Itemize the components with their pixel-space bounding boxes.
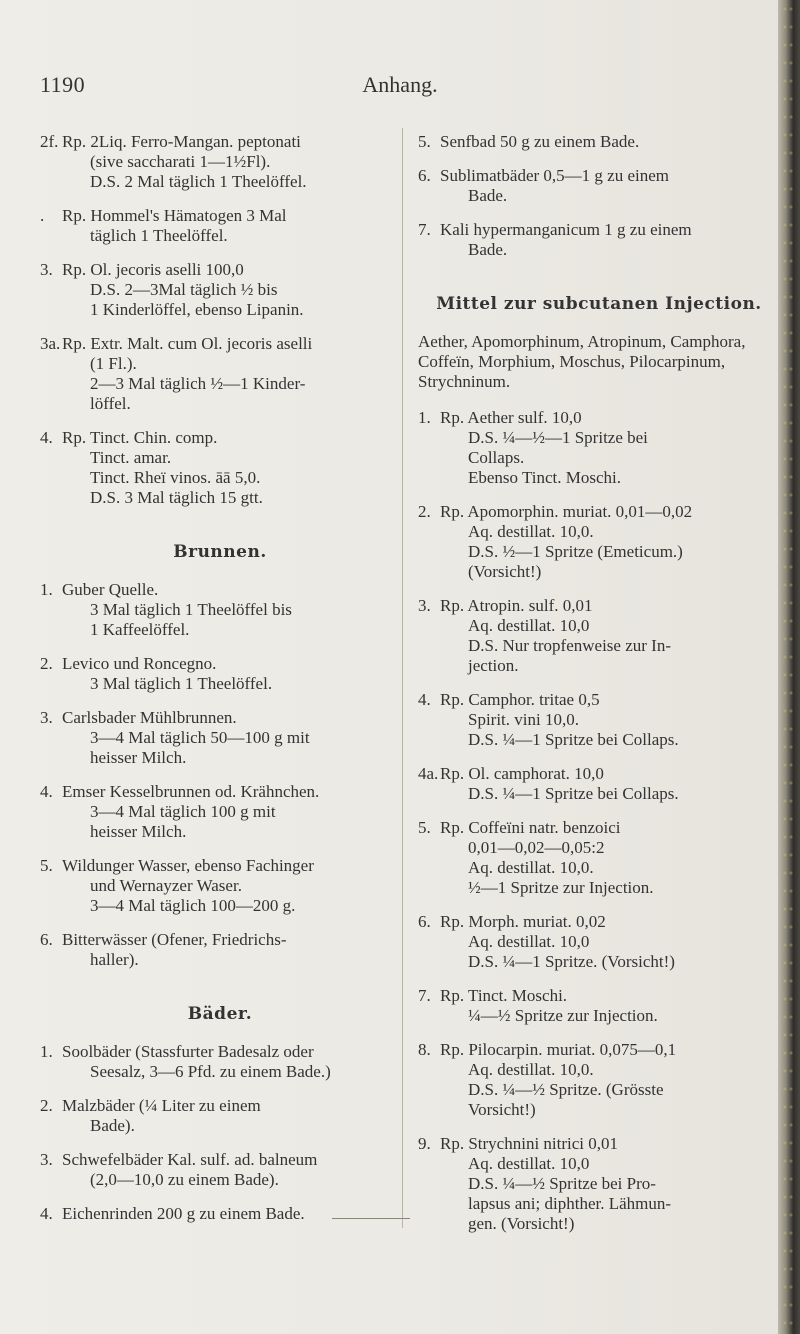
section-heading-brunnen: Brunnen. xyxy=(173,542,267,562)
column-divider xyxy=(402,128,403,1228)
item-line: Rp. Tinct. Chin. comp. xyxy=(62,428,218,447)
list-item xyxy=(40,206,400,246)
bottom-rule xyxy=(332,1218,410,1219)
brunnen-list xyxy=(40,580,400,970)
list-item xyxy=(418,166,780,206)
list-item xyxy=(40,1096,400,1136)
item-line: Rp. 2Liq. Ferro-Mangan. peptonati xyxy=(62,132,301,151)
list-item xyxy=(40,334,400,414)
item-line: Kali hypermanganicum 1 g zu einem xyxy=(440,220,692,239)
item-number: 2. xyxy=(418,502,431,521)
item-line: (sive saccharati 1—1½Fl). xyxy=(90,152,271,171)
list-item xyxy=(418,502,780,582)
list-item xyxy=(418,220,780,260)
item-line: D.S. 2 Mal täglich 1 Theelöffel. xyxy=(90,172,307,191)
item-line: Rp. Coffeïni natr. benzoici xyxy=(440,818,621,837)
item-number: 3. xyxy=(40,708,53,727)
item-line: 1 Kinderlöffel, ebenso Lipanin. xyxy=(90,300,304,319)
item-number: 3. xyxy=(40,1150,53,1169)
list-item xyxy=(40,428,400,508)
list-item xyxy=(40,654,400,694)
item-line: Rp. Hommel's Hämatogen 3 Mal xyxy=(62,206,287,225)
item-line: jection. xyxy=(468,656,519,675)
item-line: D.S. ¼—1 Spritze bei Collaps. xyxy=(468,784,679,803)
item-line: Rp. Ol. camphorat. 10,0 xyxy=(440,764,604,783)
item-line: Bitterwässer (Ofener, Friedrichs- xyxy=(62,930,287,949)
item-line: Aq. destillat. 10,0. xyxy=(468,858,594,877)
injection-list xyxy=(418,408,780,1234)
left-column xyxy=(40,132,400,1238)
item-number: 3. xyxy=(40,260,53,279)
item-line: D.S. ½—1 Spritze (Emeticum.) xyxy=(468,542,683,561)
item-number: 6. xyxy=(418,912,431,931)
item-line: 3—4 Mal täglich 100 g mit xyxy=(90,802,276,821)
item-number: 2. xyxy=(40,654,53,673)
list-item xyxy=(418,986,780,1026)
item-line: (1 Fl.). xyxy=(90,354,137,373)
item-number: 6. xyxy=(418,166,431,185)
item-line: Rp. Apomorphin. muriat. 0,01—0,02 xyxy=(440,502,693,521)
list-item xyxy=(40,708,400,768)
list-item xyxy=(418,764,780,804)
item-line: täglich 1 Theelöffel. xyxy=(90,226,228,245)
item-line: Seesalz, 3—6 Pfd. zu einem Bade.) xyxy=(90,1062,331,1081)
list-item xyxy=(40,1204,400,1224)
item-line: 1 Kaffeelöffel. xyxy=(90,620,190,639)
item-number: 2. xyxy=(40,1096,53,1115)
item-line: Rp. Atropin. sulf. 0,01 xyxy=(440,596,593,615)
item-line: 2—3 Mal täglich ½—1 Kinder- xyxy=(90,374,306,393)
item-line: Rp. Ol. jecoris aselli 100,0 xyxy=(62,260,244,279)
item-number: 7. xyxy=(418,986,431,1005)
right-column xyxy=(418,132,780,1248)
list-item xyxy=(40,260,400,320)
item-line: Emser Kesselbrunnen od. Krähnchen. xyxy=(62,782,320,801)
item-line: und Wernayzer Waser. xyxy=(90,876,242,895)
item-line: Schwefelbäder Kal. sulf. ad. balneum xyxy=(62,1150,318,1169)
item-line: Rp. Morph. muriat. 0,02 xyxy=(440,912,606,931)
item-line: D.S. ¼—1 Spritze. (Vorsicht!) xyxy=(468,952,675,971)
item-line: D.S. 3 Mal täglich 15 gtt. xyxy=(90,488,263,507)
item-line: D.S. ¼—½ Spritze bei Pro- xyxy=(468,1174,656,1193)
page-number: 1190 xyxy=(40,72,86,97)
item-number: 5. xyxy=(40,856,53,875)
item-number: 9. xyxy=(418,1134,431,1153)
item-number: 6. xyxy=(40,930,53,949)
item-line: 3—4 Mal täglich 50—100 g mit xyxy=(90,728,310,747)
item-number: 3. xyxy=(418,596,431,615)
item-line: Soolbäder (Stassfurter Badesalz oder xyxy=(62,1042,314,1061)
list-item xyxy=(40,132,400,192)
item-number: 1. xyxy=(40,580,53,599)
book-spine xyxy=(778,0,800,1334)
item-line: Tinct. Rheï vinos. āā 5,0. xyxy=(90,468,261,487)
item-line: Bade). xyxy=(90,1116,135,1135)
recipe-list xyxy=(40,132,400,508)
item-line: haller). xyxy=(90,950,139,969)
item-line: Rp. Pilocarpin. muriat. 0,075—0,1 xyxy=(440,1040,677,1059)
item-line: Levico und Roncegno. xyxy=(62,654,217,673)
item-line: Wildunger Wasser, ebenso Fachinger xyxy=(62,856,314,875)
item-line: Aq. destillat. 10,0. xyxy=(468,522,594,541)
item-line: Rp. Extr. Malt. cum Ol. jecoris aselli xyxy=(62,334,313,353)
item-line: D.S. ¼—½ Spritze. (Grösste xyxy=(468,1080,664,1099)
item-line: Ebenso Tinct. Moschi. xyxy=(468,468,622,487)
baeder-list-continued xyxy=(418,132,780,260)
item-number: 4. xyxy=(40,782,53,801)
item-line: D.S. ¼—1 Spritze bei Collaps. xyxy=(468,730,679,749)
list-item xyxy=(418,132,780,152)
item-line: Bade. xyxy=(468,240,508,259)
item-number: 8. xyxy=(418,1040,431,1059)
item-line: heisser Milch. xyxy=(90,822,187,841)
list-item xyxy=(418,596,780,676)
running-head: Anhang. xyxy=(362,72,438,97)
item-number: 3a. xyxy=(40,334,61,353)
item-line: 3 Mal täglich 1 Theelöffel bis xyxy=(90,600,292,619)
list-item xyxy=(40,1150,400,1190)
item-line: Aq. destillat. 10,0. xyxy=(468,1060,594,1079)
item-number: 4. xyxy=(418,690,431,709)
list-item xyxy=(40,580,400,640)
item-line: Aq. destillat. 10,0 xyxy=(468,932,590,951)
item-number: 4. xyxy=(40,428,53,447)
item-line: Collaps. xyxy=(468,448,525,467)
item-line: heisser Milch. xyxy=(90,748,187,767)
item-line: Spirit. vini 10,0. xyxy=(468,710,579,729)
item-line: Rp. Aether sulf. 10,0 xyxy=(440,408,582,427)
item-line: Sublimatbäder 0,5—1 g zu einem xyxy=(440,166,669,185)
item-line: Eichenrinden 200 g zu einem Bade. xyxy=(62,1204,305,1223)
item-number: 5. xyxy=(418,132,431,151)
baeder-list xyxy=(40,1042,400,1224)
item-number: . xyxy=(40,206,45,225)
item-line: löffel. xyxy=(90,394,131,413)
item-line: Bade. xyxy=(468,186,508,205)
item-line: Guber Quelle. xyxy=(62,580,159,599)
item-number: 4. xyxy=(40,1204,53,1223)
list-item xyxy=(418,690,780,750)
item-line: ¼—½ Spritze zur Injection. xyxy=(468,1006,658,1025)
item-line: Aq. destillat. 10,0 xyxy=(468,616,590,635)
item-line: D.S. Nur tropfenweise zur In- xyxy=(468,636,671,655)
item-line: 3—4 Mal täglich 100—200 g. xyxy=(90,896,296,915)
item-line: Rp. Camphor. tritae 0,5 xyxy=(440,690,600,709)
item-line: D.S. 2—3Mal täglich ½ bis xyxy=(90,280,278,299)
list-item xyxy=(418,912,780,972)
item-line: D.S. ¼—½—1 Spritze bei xyxy=(468,428,648,447)
item-line: Carlsbader Mühlbrunnen. xyxy=(62,708,237,727)
list-item xyxy=(418,1040,780,1120)
section-heading-baeder: Bäder. xyxy=(187,1004,253,1024)
item-line: Tinct. amar. xyxy=(90,448,172,467)
item-line: Rp. Tinct. Moschi. xyxy=(440,986,568,1005)
item-line: Rp. Strychnini nitrici 0,01 xyxy=(440,1134,619,1153)
item-line: (Vorsicht!) xyxy=(468,562,542,581)
item-line: lapsus ani; diphther. Lähmun- xyxy=(468,1194,672,1213)
list-item xyxy=(40,856,400,916)
section-heading-injection: Mittel zur subcutanen Injection. xyxy=(436,294,762,314)
list-item xyxy=(418,408,780,488)
item-line: (2,0—10,0 zu einem Bade). xyxy=(90,1170,279,1189)
item-number: 1. xyxy=(40,1042,53,1061)
item-line: 3 Mal täglich 1 Theelöffel. xyxy=(90,674,273,693)
item-line: Senfbad 50 g zu einem Bade. xyxy=(440,132,640,151)
item-number: 1. xyxy=(418,408,431,427)
list-item xyxy=(40,1042,400,1082)
list-item xyxy=(418,1134,780,1234)
item-number: 5. xyxy=(418,818,431,837)
item-line: gen. (Vorsicht!) xyxy=(468,1214,575,1233)
item-line: Malzbäder (¼ Liter zu einem xyxy=(62,1096,261,1115)
item-line: Vorsicht!) xyxy=(468,1100,536,1119)
item-line: Aq. destillat. 10,0 xyxy=(468,1154,590,1173)
item-line: ½—1 Spritze zur Injection. xyxy=(468,878,654,897)
item-number: 2f. xyxy=(40,132,59,151)
item-number: 4a. xyxy=(418,764,439,783)
item-number: 7. xyxy=(418,220,431,239)
list-item xyxy=(418,818,780,898)
injection-intro: Aether, Apomorphinum, Atropinum, Camphora, Coffeïn, Morphium, Moschus, Pilocarpinum, Strychninum. xyxy=(418,332,746,391)
item-line: 0,01—0,02—0,05:2 xyxy=(468,838,605,857)
list-item xyxy=(40,930,400,970)
list-item xyxy=(40,782,400,842)
